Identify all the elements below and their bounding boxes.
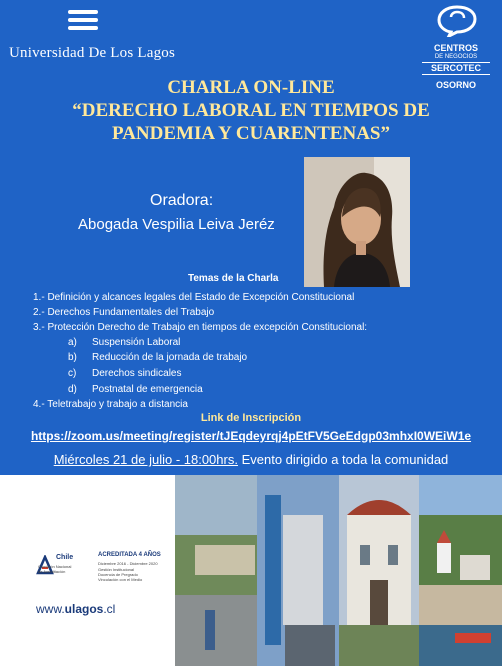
accreditation-area: Docencia de Pregrado <box>98 572 138 577</box>
event-title <box>0 76 502 145</box>
subtopic-text: Derechos sindicales <box>92 368 182 379</box>
topics-title: Temas de la Charla <box>188 273 279 284</box>
web-bold: ulagos <box>64 602 104 616</box>
event-date-line <box>0 452 502 467</box>
accreditation-chile: Chile <box>56 554 74 561</box>
title-line-2: “DERECHO LABORAL EN TIEMPOS DE <box>72 100 430 121</box>
registration-link[interactable]: https://zoom.us/meeting/register/tJEqdeyrqj4pEtFV5GeEdgp03mhxI0WEiW1e <box>30 429 472 443</box>
accreditation-badge <box>36 550 166 600</box>
topic-item: 2.- Derechos Fundamentales del Trabajo <box>33 307 215 318</box>
registration-title: Link de Inscripción <box>200 412 302 424</box>
web-prefix: www. <box>36 602 65 616</box>
speech-bubble-icon <box>437 5 477 37</box>
web-suffix: .cl <box>103 602 116 616</box>
topic-item: 1.- Definición y alcances legales del Estado de Excepción Constitucional <box>33 292 355 303</box>
website-link[interactable] <box>36 602 115 616</box>
subtopic-text: Reducción de la jornada de trabajo <box>92 352 248 363</box>
speaker-label: Oradora: <box>150 192 214 209</box>
osorno-label: OSORNO <box>435 80 476 90</box>
accreditation-text: Comisión Nacional <box>38 564 72 569</box>
subtopic-letter: c) <box>68 368 77 379</box>
subtopic-text: Postnatal de emergencia <box>92 384 203 395</box>
topic-item: 4.- Teletrabajo y trabajo a distancia <box>33 399 188 410</box>
accreditation-area: Vinculación con el Medio <box>98 577 143 582</box>
subtopic-letter: b) <box>68 352 77 363</box>
de-negocios-label: DE NEGOCIOS <box>434 54 478 60</box>
subtopic-letter: d) <box>68 384 77 395</box>
accreditation-text: de Acreditación <box>38 569 66 574</box>
university-name: Universidad De Los Lagos <box>9 45 176 61</box>
subtopic-text: Suspensión Laboral <box>92 337 181 348</box>
accreditation-title: ACREDITADA 4 AÑOS <box>98 552 161 558</box>
title-line-1: CHARLA ON-LINE <box>167 77 335 98</box>
accreditation-area: Gestión Institucional <box>98 567 135 572</box>
university-logo <box>0 0 176 70</box>
footer-strip <box>0 475 502 666</box>
campus-photo-collage <box>175 475 502 666</box>
centros-label: CENTROS <box>433 43 478 53</box>
topic-item: 3.- Protección Derecho de Trabajo en tiempos de excepción Constitucional: <box>33 322 368 333</box>
title-line-3: PANDEMIA Y CUARENTENAS” <box>112 123 390 144</box>
event-audience: Evento dirigido a toda la comunidad <box>237 452 449 467</box>
event-date: Miércoles 21 de julio - 18:00hrs. <box>53 452 238 467</box>
accreditation-dates: Diciembre 2016 - Diciembre 2020 <box>98 561 158 566</box>
sercotec-label: SERCOTEC <box>422 62 490 75</box>
subtopic-letter: a) <box>68 337 77 348</box>
waves-icon <box>68 10 98 38</box>
speaker-name: Abogada Vespilia Leiva Jeréz <box>78 216 275 233</box>
speaker-photo <box>304 157 410 287</box>
